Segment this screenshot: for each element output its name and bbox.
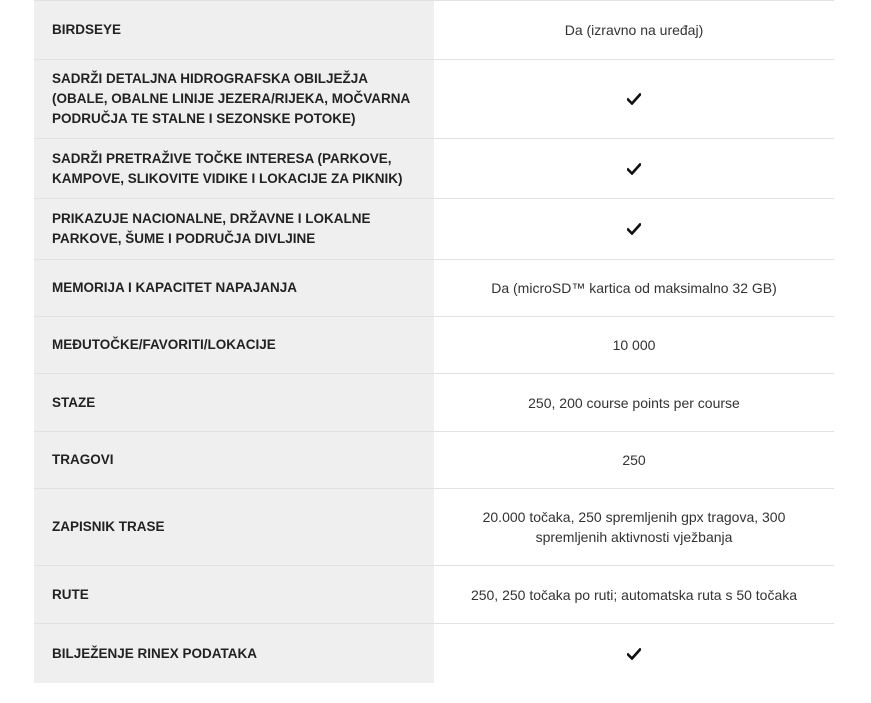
row-value [434,139,834,198]
row-value: 20.000 točaka, 250 spremljenih gpx tragova, 300 spremljenih aktivnosti vježbanja [482,509,786,545]
row-value: 250 [622,452,646,468]
row-label: PRIKAZUJE NACIONALNE, DRŽAVNE I LOKALNE PARKOVE, ŠUME I PODRUČJA DIVLJINE [34,199,434,259]
table-row [34,316,834,373]
row-label: SADRŽI DETALJNA HIDROGRAFSKA OBILJEŽJA (OBALE, OBALNE LINIJE JEZERA/RIJEKA, MOČVARNA PODRUČJA TE STALNE I SEZONSKE POTOKE) [34,60,434,138]
row-label: BIRDSEYE [34,1,434,59]
table-row [34,0,834,59]
row-value: 250, 250 točaka po ruti; automatska ruta s 50 točaka [470,586,798,603]
row-label: ZAPISNIK TRASE [34,489,434,565]
row-label: MEĐUTOČKE/FAVORITI/LOKACIJE [34,317,434,373]
table-row [34,138,834,198]
table-row [34,59,834,138]
row-value [434,624,834,683]
table-row [34,431,834,488]
row-label: SADRŽI PRETRAŽIVE TOČKE INTERESA (PARKOVE, KAMPOVE, SLIKOVITE VIDIKE I LOKACIJE ZA PIKNIK) [34,139,434,198]
checkmark-icon [627,223,641,235]
table-row [34,259,834,316]
table-row [34,373,834,431]
row-label: STAZE [34,374,434,431]
checkmark-icon [627,648,641,660]
row-label: MEMORIJA I KAPACITET NAPAJANJA [34,260,434,316]
row-value: 250, 200 course points per course [528,394,740,411]
checkmark-icon [627,163,641,175]
row-label: BILJEŽENJE RINEX PODATAKA [34,624,434,683]
table-row [34,565,834,623]
row-label: RUTE [34,566,434,623]
table-row [34,488,834,565]
row-value [434,199,834,259]
table-row [34,623,834,683]
table-row [34,198,834,259]
checkmark-icon [627,93,641,105]
row-value: Da (izravno na uređaj) [564,22,704,38]
row-label: TRAGOVI [34,432,434,488]
spec-table [34,0,834,683]
row-value: Da (microSD™ kartica od maksimalno 32 GB) [491,280,777,296]
row-value: 10 000 [612,337,656,353]
row-value [434,60,834,138]
